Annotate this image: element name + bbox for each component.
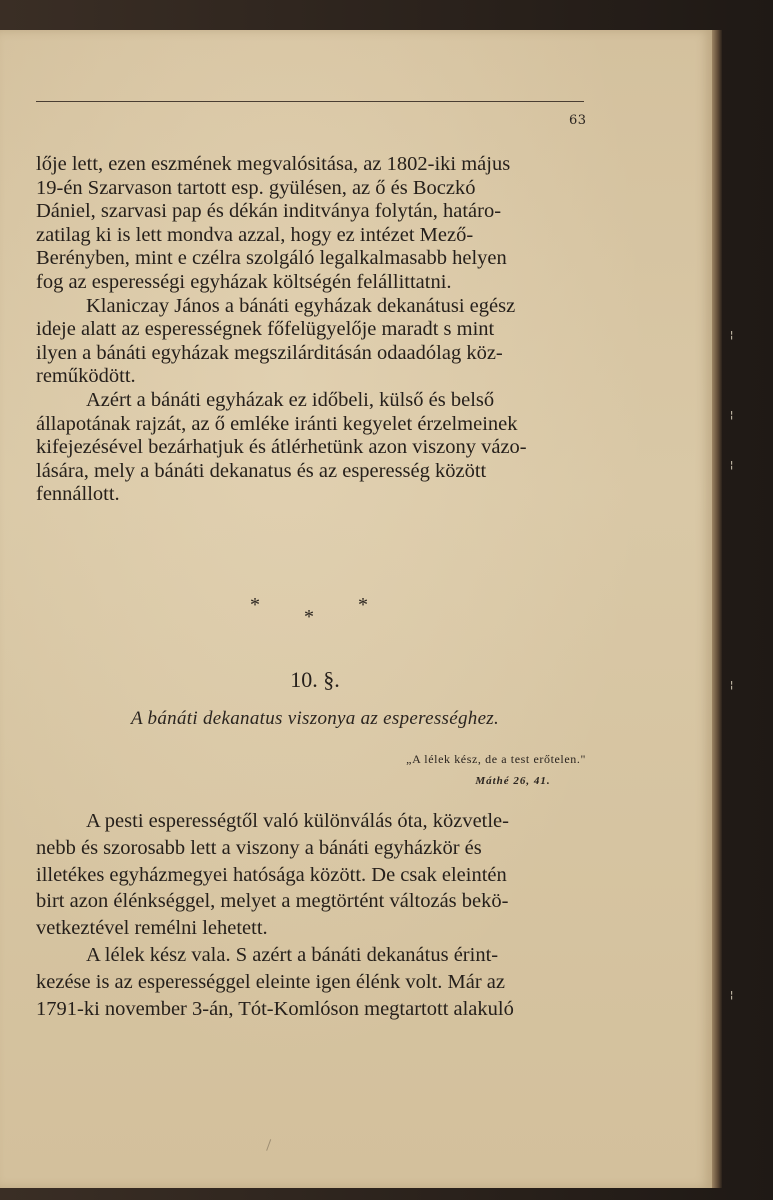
paragraph-3 xyxy=(36,389,594,507)
line: fennállott. xyxy=(36,483,120,506)
line: Klaniczay János a bánáti egyházak dekanátusi egész xyxy=(86,294,516,317)
body-text-top xyxy=(36,153,594,507)
line: ideje alatt az esperességnek főfelügyelője maradt s mint xyxy=(36,318,495,341)
edge-mark: ¦ xyxy=(730,460,734,471)
asterisk: * xyxy=(358,594,368,616)
section-number: 10. §. xyxy=(290,667,340,692)
line: lására, mely a bánáti dekanatus és az esperesség között xyxy=(36,459,487,482)
paragraph-1 xyxy=(36,153,594,295)
line: reműködött. xyxy=(36,365,136,388)
line: Berényben, mint e czélra szolgáló legalkalmasabb helyen xyxy=(36,247,507,270)
edge-mark: ¦ xyxy=(730,990,734,1001)
body-text-bottom xyxy=(36,808,588,1022)
binding-edge-marks xyxy=(716,300,756,1080)
paragraph-4 xyxy=(36,808,588,942)
epigraph-reference: Máthé 26, 41. xyxy=(475,775,551,787)
line: kifejezésével bezárhatjuk és átlérhetünk azon viszony vázo- xyxy=(36,436,527,459)
line: zatilag ki is lett mondva azzal, hogy ez intézet Mező- xyxy=(36,223,474,246)
epigraph-quote: „A lélek kész, de a test erőtelen." xyxy=(406,752,586,766)
edge-mark: ¦ xyxy=(730,680,734,691)
page-number: 63 xyxy=(569,113,587,128)
line: fog az esperességi egyházak költségén felállittatni. xyxy=(36,270,452,293)
edge-mark: ¦ xyxy=(730,410,734,421)
line: kezése is az esperességgel eleinte igen élénk volt. Már az xyxy=(36,970,506,993)
line: A lélek kész vala. S azért a bánáti dekanátus érint- xyxy=(86,943,499,966)
line: A pesti esperességtől való különválás óta, közvetle- xyxy=(86,810,509,832)
line: vetkeztével remélni lehetett. xyxy=(36,917,268,940)
asterisk: * xyxy=(304,606,314,628)
line: Azért a bánáti egyházak ez időbeli, külső és belső xyxy=(86,388,495,411)
asterisk: * xyxy=(250,594,260,616)
line: Dániel, szarvasi pap és dékán inditványa folytán, határo- xyxy=(36,200,502,223)
paragraph-2 xyxy=(36,295,594,389)
line: ilyen a bánáti egyházak megszilárditásán odaadólag köz- xyxy=(36,341,503,364)
line: nebb és szorosabb lett a viszony a bánáti egyházkör és xyxy=(36,836,482,859)
line: lője lett, ezen eszmének megvalósitása, az 1802-iki május xyxy=(36,153,511,175)
line: birt azon élénkséggel, melyet a megtörtént változás bekö- xyxy=(36,890,509,913)
asterism-separator xyxy=(0,590,712,630)
edge-mark: ¦ xyxy=(730,330,734,341)
line: 19-én Szarvason tartott esp. gyülésen, az ő és Boczkó xyxy=(36,176,476,199)
line: illetékes egyházmegyei hatósága között. De csak eleintén xyxy=(36,863,507,886)
line: 1791-ki november 3-án, Tót-Komlóson megtartott alakuló xyxy=(36,997,514,1020)
paragraph-5 xyxy=(36,942,588,1022)
line: állapotának rajzát, az ő emléke iránti kegyelet érzelmeinek xyxy=(36,412,518,435)
header-rule xyxy=(36,101,584,102)
section-title: A bánáti dekanatus viszonya az esperességhez. xyxy=(130,708,500,729)
